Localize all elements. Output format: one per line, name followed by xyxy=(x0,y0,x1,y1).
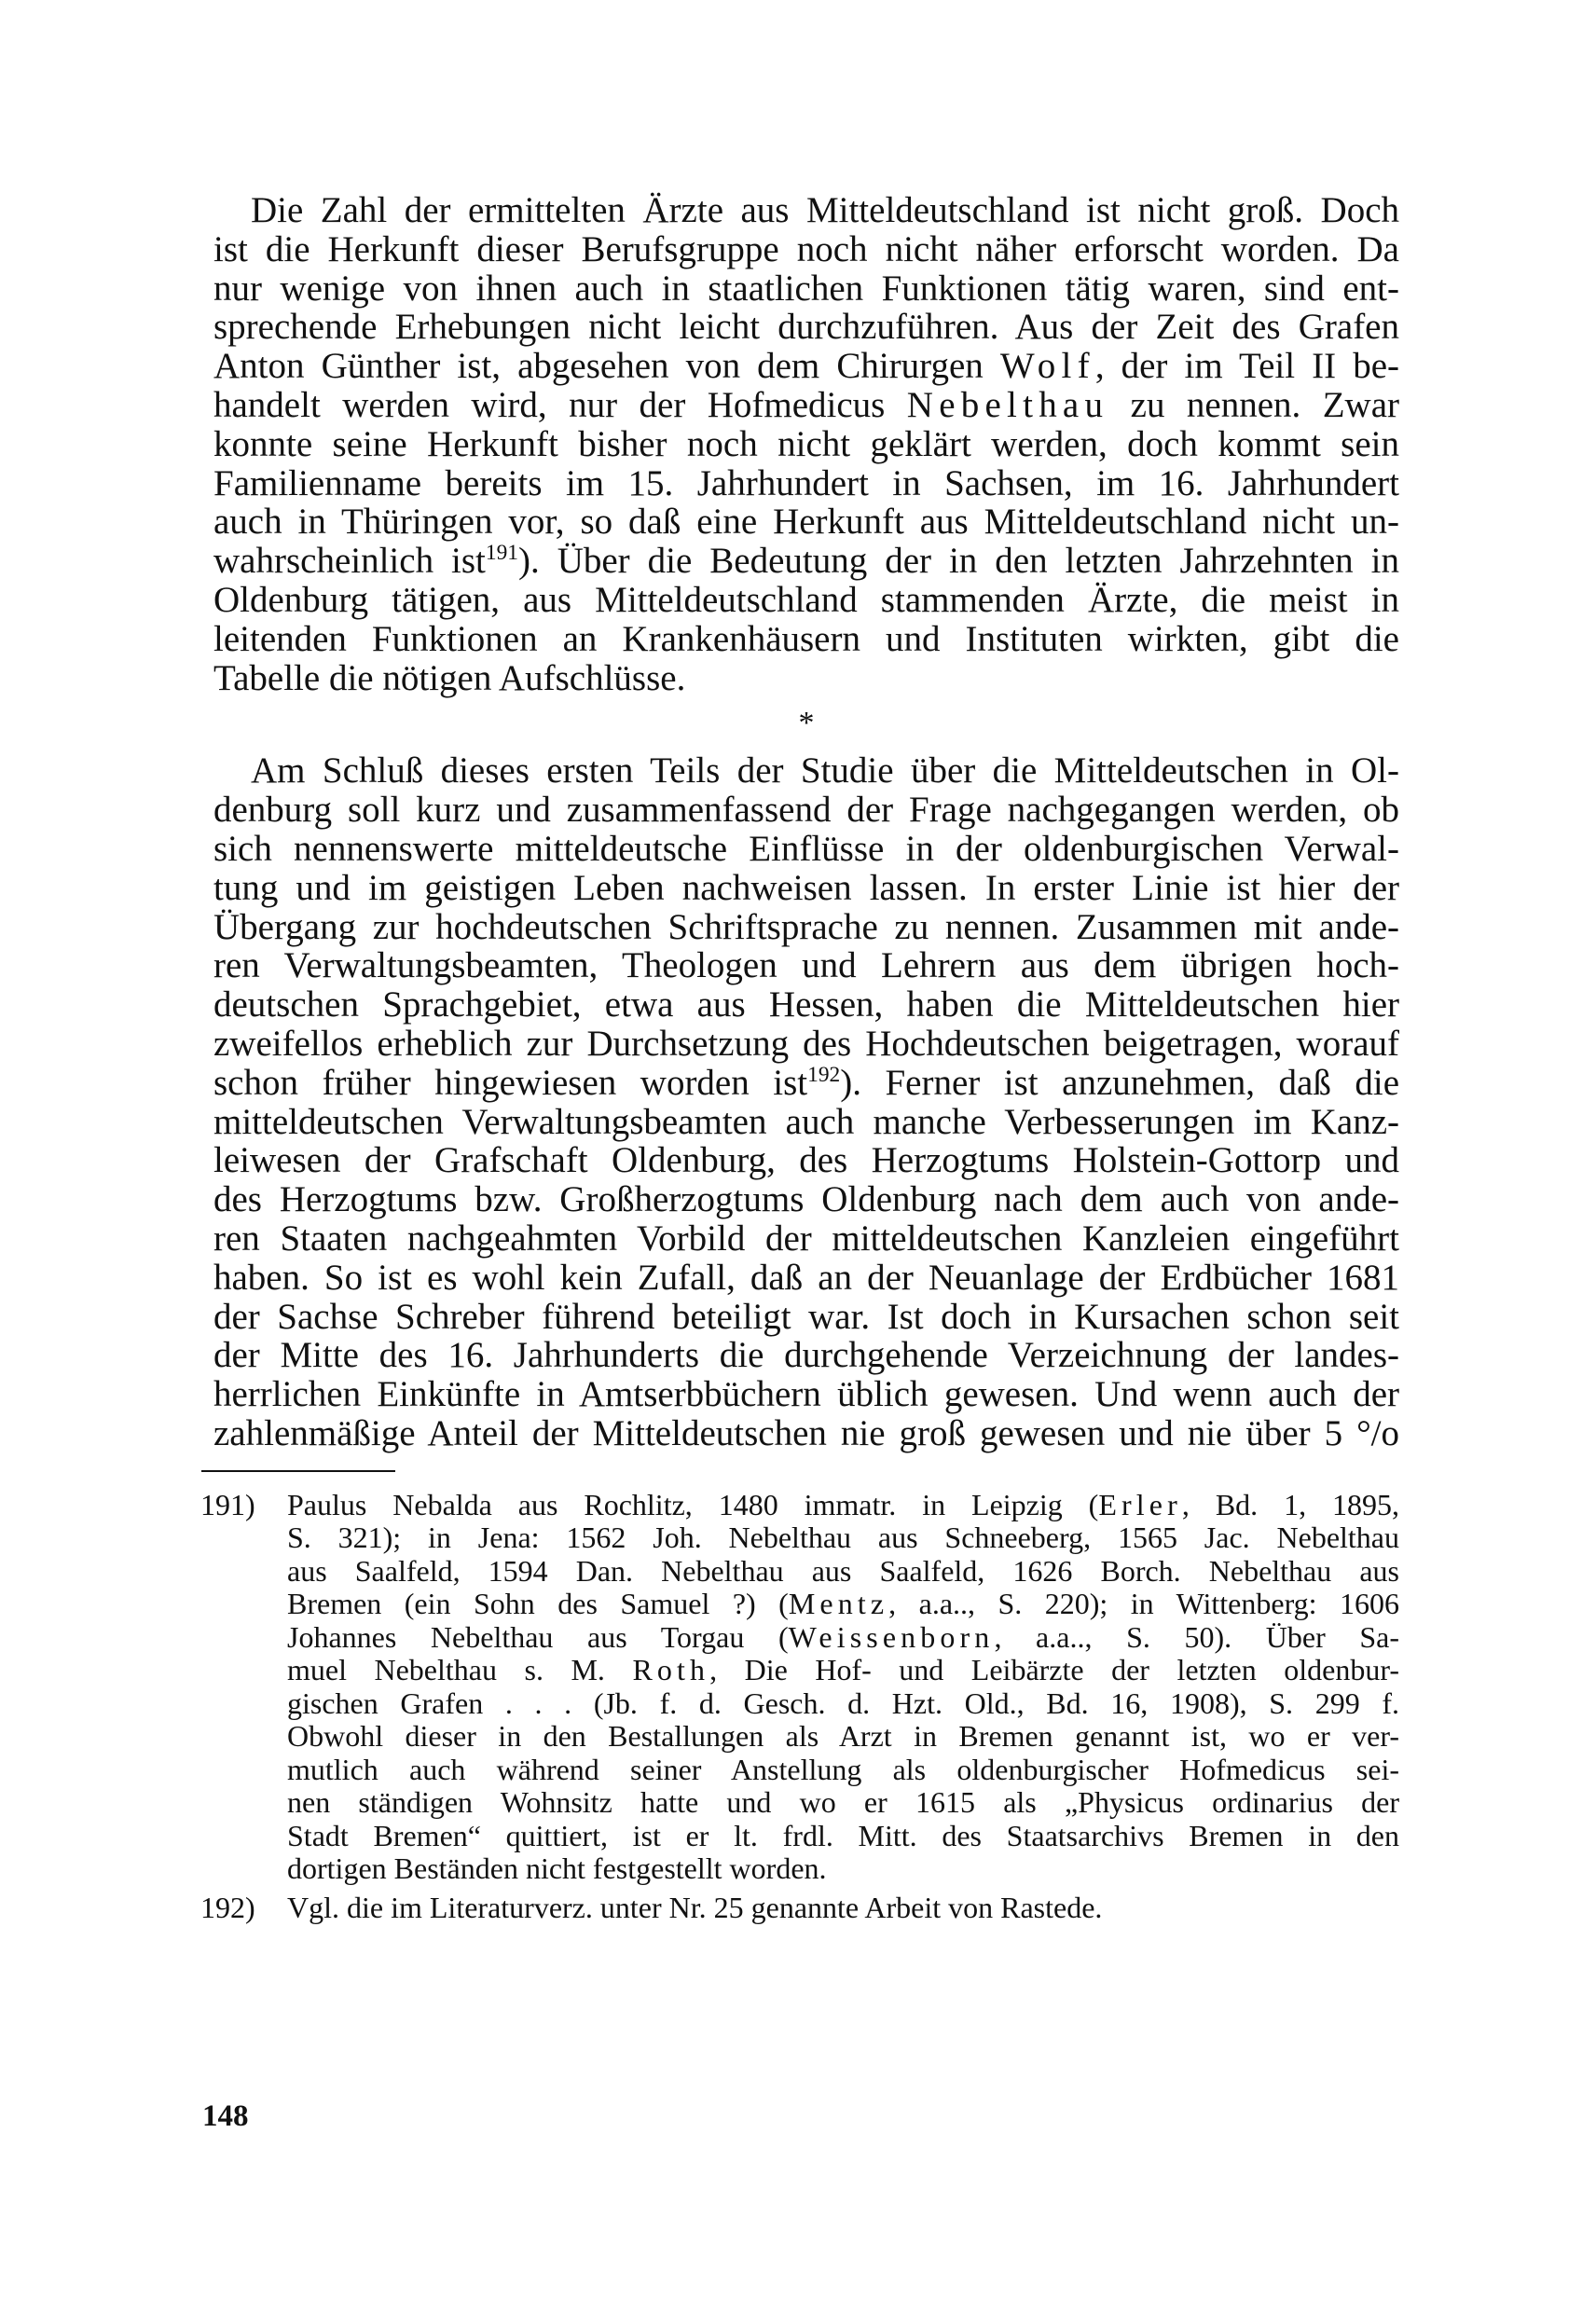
text-line xyxy=(213,386,1399,425)
text-segment: ). Ferner ist anzunehmen, daß die xyxy=(840,1062,1400,1103)
footnote-line xyxy=(287,1489,1399,1522)
text-line: ren Verwaltungsbeamten, Theologen und Lehrern aus dem übrigen hoch- xyxy=(213,945,1399,986)
text-segment: , Bd. 1, 1895, xyxy=(1181,1487,1400,1521)
text-line: der Mitte des 16. Jahrhunderts die durchgehende Verzeichnung der landes- xyxy=(213,1335,1399,1376)
footnote-line xyxy=(287,1621,1399,1655)
text-line: herrlichen Einkünfte in Amtserbbüchern üblich gewesen. Und wenn auch der xyxy=(213,1374,1399,1415)
footnote-number: 191) xyxy=(200,1487,255,1521)
person-name: Nebelthau xyxy=(906,384,1109,425)
text-segment: , der im Teil II be- xyxy=(1094,346,1399,387)
footnote-line: gischen Grafen . . . (Jb. f. d. Gesch. d. Hzt. Old., Bd. 16, 1908), S. 299 f. xyxy=(287,1686,1399,1720)
footnote-line: mutlich auch während seiner Anstellung als oldenburgischer Hofmedicus sei- xyxy=(287,1752,1399,1786)
text-line: leiwesen der Grafschaft Oldenburg, des Herzogtums Holstein-Gottorp und xyxy=(213,1140,1399,1181)
author-name: Weissenborn xyxy=(788,1619,995,1654)
footnote-divider xyxy=(201,1470,395,1472)
text-line: Oldenburg tätigen, aus Mitteldeutschland stammenden Ärzte, die meist in xyxy=(213,579,1399,620)
text-line: sprechende Erhebungen nicht leicht durchzuführen. Aus der Zeit des Grafen xyxy=(213,307,1399,348)
text-segment: zu nennen. Zwar xyxy=(1108,384,1399,425)
author-name: Roth xyxy=(632,1653,710,1687)
text-line: des Herzogtums bzw. Großherzogtums Oldenburg nach dem auch von ande- xyxy=(213,1179,1399,1220)
text-line xyxy=(213,542,1399,581)
footnote-line xyxy=(287,1588,1399,1621)
text-line: sich nennenswerte mitteldeutsche Einflüsse in der oldenburgischen Verwal- xyxy=(213,828,1399,869)
text-segment: , Die Hof- und Leibärzte der letzten oldenbur- xyxy=(709,1653,1400,1687)
footnote-191 xyxy=(200,1489,1399,1886)
text-line: haben. So ist es wohl kein Zufall, daß an der Neuanlage der Erdbücher 1681 xyxy=(213,1257,1399,1298)
person-name: Wolf xyxy=(999,346,1095,387)
footnotes xyxy=(200,1489,1399,1925)
footnote-ref-191: 191 xyxy=(485,541,518,566)
text-line: tung und im geistigen Leben nachweisen lassen. In erster Linie ist hier der xyxy=(213,867,1399,908)
text-line xyxy=(213,347,1399,386)
text-segment: Bremen (ein Sohn des Samuel ?) ( xyxy=(287,1587,789,1621)
footnote-number: 192) xyxy=(200,1890,255,1924)
footnote-line: nen ständigen Wohnsitz hatte und wo er 1615 als „Physicus ordinarius der xyxy=(287,1785,1399,1820)
text-line: ist die Herkunft dieser Berufsgruppe noch nicht näher erforscht worden. Da xyxy=(213,228,1399,269)
footnote-line: Vgl. die im Literaturverz. unter Nr. 25 genannte Arbeit von Rastede. xyxy=(287,1890,1103,1924)
paragraph-2 xyxy=(213,751,1399,1452)
text-segment: Paulus Nebalda aus Rochlitz, 1480 immatr. in Leipzig ( xyxy=(287,1487,1099,1521)
text-line: zweifellos erheblich zur Durchsetzung des Hochdeutschen beigetragen, worauf xyxy=(213,1023,1399,1064)
footnote-192 xyxy=(200,1892,1399,1925)
text-line: Übergang zur hochdeutschen Schriftsprache zu nennen. Zusammen mit ande- xyxy=(213,906,1399,947)
text-segment: , a.a.., S. 50). Über Sa- xyxy=(994,1619,1400,1654)
text-segment: muel Nebelthau s. M. xyxy=(287,1653,605,1687)
text-line: zahlenmäßige Anteil der Mitteldeutschen nie groß gewesen und nie über 5 °/o xyxy=(213,1412,1399,1453)
text-segment: schon früher hingewiesen worden ist xyxy=(213,1062,808,1103)
text-segment: ). Über die Bedeutung der in den letzten Jahrzehnten in xyxy=(518,541,1399,582)
footnote-ref-192: 192 xyxy=(807,1062,841,1087)
author-name: Erler xyxy=(1098,1487,1182,1521)
text-line: deutschen Sprachgebiet, etwa aus Hessen, haben die Mitteldeutschen hier xyxy=(213,984,1399,1025)
footnote-line: S. 321); in Jena: 1562 Joh. Nebelthau aus Schneeberg, 1565 Jac. Nebelthau xyxy=(287,1521,1399,1555)
page-body xyxy=(200,190,1400,1930)
text-segment: Johannes Nebelthau aus Torgau ( xyxy=(287,1619,789,1654)
text-line: mitteldeutschen Verwaltungsbeamten auch manche Verbesserungen im Kanz- xyxy=(213,1101,1399,1142)
footnote-line xyxy=(287,1654,1399,1687)
section-separator: * xyxy=(798,706,815,741)
text-segment: , a.a.., S. 220); in Wittenberg: 1606 xyxy=(888,1587,1400,1621)
text-line: Die Zahl der ermittelten Ärzte aus Mitteldeutschland ist nicht groß. Doch xyxy=(251,190,1399,230)
text-line: der Sachse Schreber führend beteiligt war. Ist doch in Kursachen schon seit xyxy=(213,1296,1399,1337)
text-line: auch in Thüringen vor, so daß eine Herkunft aus Mitteldeutschland nicht un- xyxy=(213,502,1399,543)
author-name: Mentz xyxy=(788,1587,889,1621)
text-line: Am Schluß dieses ersten Teils der Studie über die Mitteldeutschen in Ol- xyxy=(251,750,1399,791)
paragraph-1 xyxy=(213,191,1399,697)
page-number: 148 xyxy=(202,2099,249,2133)
text-line: Familienname bereits im 15. Jahrhundert in Sachsen, im 16. Jahrhundert xyxy=(213,462,1399,503)
footnote-line: dortigen Beständen nicht festgestellt worden. xyxy=(287,1851,827,1886)
footnote-line: Stadt Bremen“ quittiert, ist er lt. frdl. Mitt. des Staatsarchivs Bremen in den xyxy=(287,1818,1399,1852)
footnote-line: Obwohl dieser in den Bestallungen als Arzt in Bremen genannt ist, wo er ver- xyxy=(287,1719,1399,1754)
text-line: konnte seine Herkunft bisher noch nicht geklärt werden, doch kommt sein xyxy=(213,423,1399,464)
footnote-line: aus Saalfeld, 1594 Dan. Nebelthau aus Saalfeld, 1626 Borch. Nebelthau aus xyxy=(287,1553,1399,1588)
text-line: leitenden Funktionen an Krankenhäusern und Instituten wirkten, gibt die xyxy=(213,618,1399,659)
text-line xyxy=(213,1064,1399,1103)
text-segment: Anton Günther ist, abgesehen von dem Chirurgen xyxy=(213,346,984,387)
text-line: denburg soll kurz und zusammenfassend der Frage nachgegangen werden, ob xyxy=(213,790,1399,831)
text-segment: handelt werden wird, nur der Hofmedicus xyxy=(213,384,886,425)
text-line: ren Staaten nachgeahmten Vorbild der mitteldeutschen Kanzleien eingeführt xyxy=(213,1218,1399,1259)
text-line: Tabelle die nötigen Aufschlüsse. xyxy=(213,657,686,698)
text-line: nur wenige von ihnen auch in staatlichen Funktionen tätig waren, sind ent- xyxy=(213,268,1399,309)
text-segment: wahrscheinlich ist xyxy=(213,541,486,582)
